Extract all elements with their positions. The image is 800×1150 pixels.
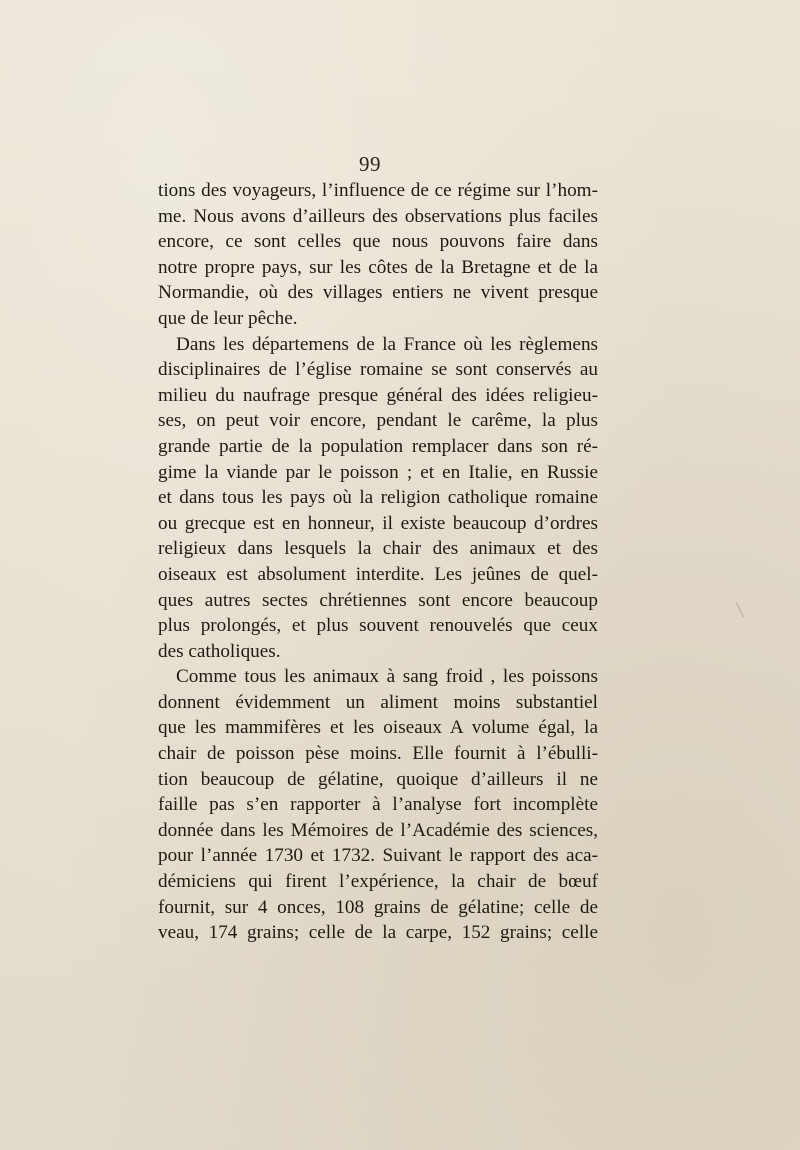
page-number: 99 xyxy=(359,152,381,176)
text-line: ou grecque est en honneur, il existe beaucoup d’ordres xyxy=(158,512,598,534)
text-line: Normandie, où des villages entiers ne vivent presque xyxy=(158,282,598,304)
text-line: fournit, sur 4 onces, 108 grains de gélatine; celle de xyxy=(158,896,598,918)
text-line: donnée dans les Mémoires de l’Académie des sciences, xyxy=(158,819,598,841)
text-line: religieux dans lesquels la chair des animaux et des xyxy=(158,538,598,560)
text-line: oiseaux est absolument interdite. Les jeûnes de quel- xyxy=(158,563,598,585)
paper-crease-mark xyxy=(736,599,751,617)
text-line: tion beaucoup de gélatine, quoique d’ailleurs il ne xyxy=(158,768,598,790)
text-line: milieu du naufrage presque général des idées religieu- xyxy=(158,384,598,406)
text-line: pour l’année 1730 et 1732. Suivant le rapport des aca- xyxy=(158,845,598,867)
text-line: notre propre pays, sur les côtes de la Bretagne et de la xyxy=(158,256,598,278)
text-line: Dans les départemens de la France où les règlemens xyxy=(176,333,598,355)
text-line: ques autres sectes chrétiennes sont encore beaucoup xyxy=(158,589,598,611)
text-line: veau, 174 grains; celle de la carpe, 152 grains; celle xyxy=(158,922,598,944)
text-line: ses, on peut voir encore, pendant le carême, la plus xyxy=(158,410,598,432)
text-line: donnent évidemment un aliment moins substantiel xyxy=(158,691,598,713)
text-line: tions des voyageurs, l’influence de ce régime sur l’hom- xyxy=(158,180,598,201)
text-line: gime la viande par le poisson ; et en Italie, en Russie xyxy=(158,461,598,483)
text-line: plus prolongés, et plus souvent renouvelés que ceux xyxy=(158,615,598,637)
text-line: que de leur pêche. xyxy=(158,307,298,329)
text-line: me. Nous avons d’ailleurs des observations plus faciles xyxy=(158,205,598,227)
text-line: et dans tous les pays où la religion catholique romaine xyxy=(158,487,598,509)
text-line: grande partie de la population remplacer dans son ré- xyxy=(158,435,598,457)
body-text xyxy=(158,178,598,946)
text-line: Comme tous les animaux à sang froid , les poissons xyxy=(176,666,598,688)
text-line: que les mammifères et les oiseaux A volume égal, la xyxy=(158,717,598,739)
text-line: faille pas s’en rapporter à l’analyse fort incomplète xyxy=(158,794,598,816)
text-line: disciplinaires de l’église romaine se sont conservés au xyxy=(158,359,598,381)
text-line: des catholiques. xyxy=(158,640,281,662)
text-line: démiciens qui firent l’expérience, la chair de bœuf xyxy=(158,871,598,893)
text-line: encore, ce sont celles que nous pouvons faire dans xyxy=(158,231,598,253)
text-line: chair de poisson pèse moins. Elle fournit à l’ébulli- xyxy=(158,743,598,765)
